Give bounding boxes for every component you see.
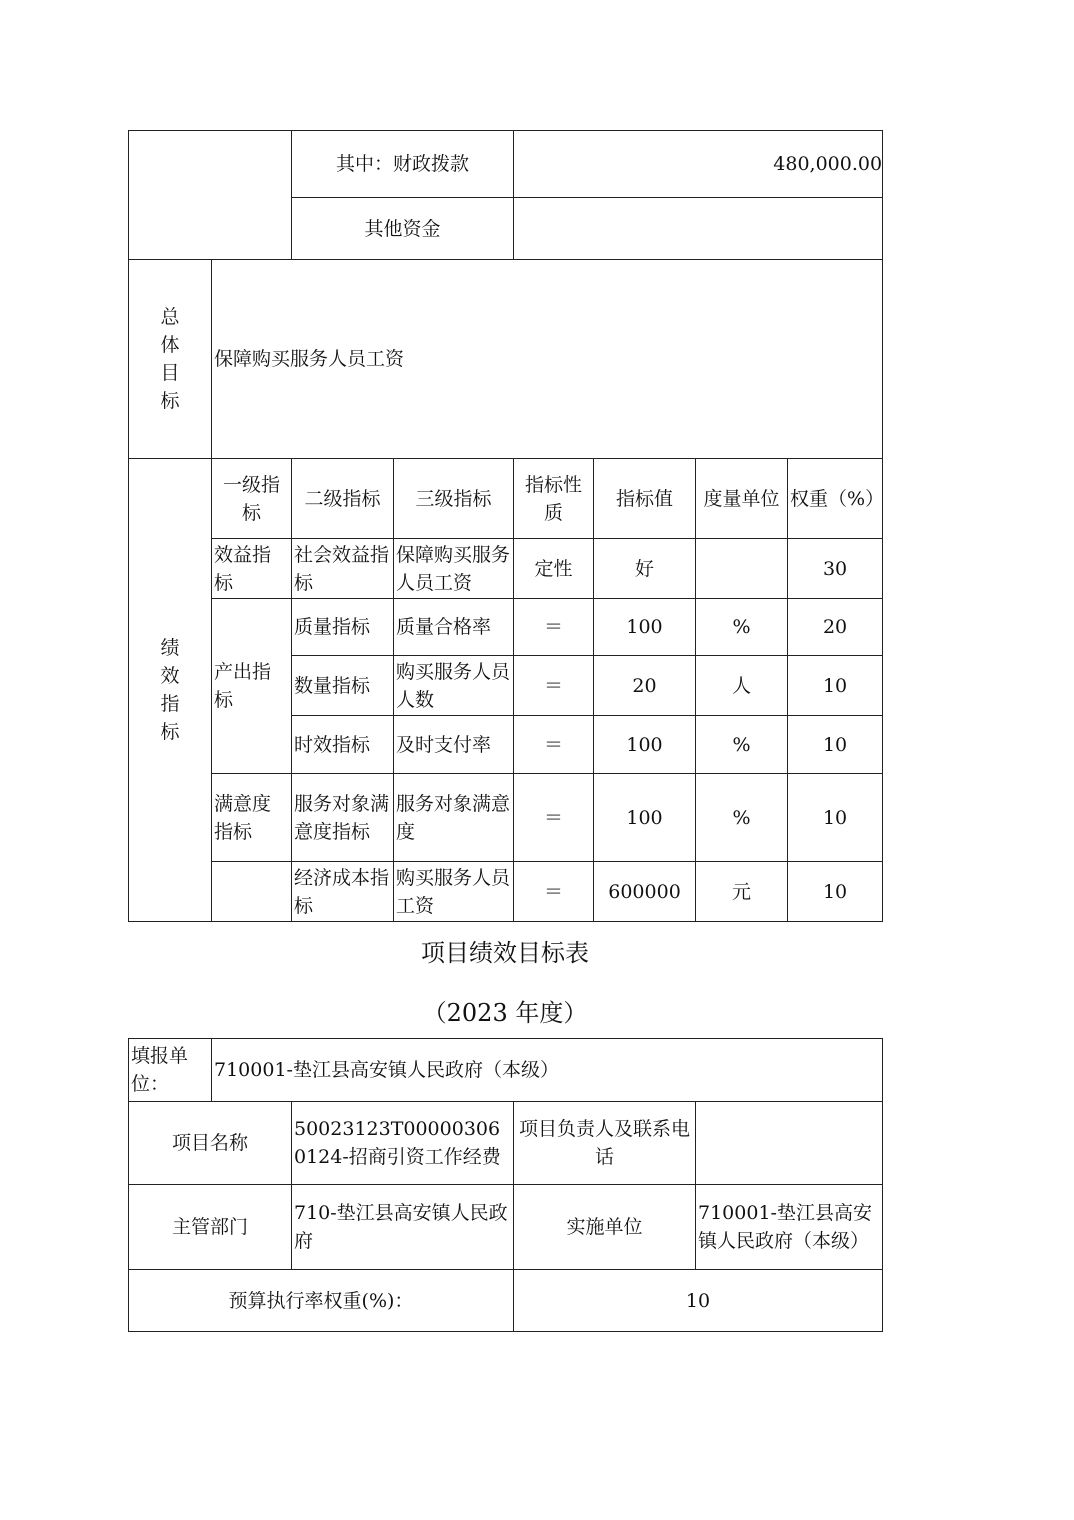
value-cell: 20 xyxy=(594,656,696,716)
l3-cell: 质量合格率 xyxy=(394,599,514,656)
table-row xyxy=(129,774,883,862)
l2-cell: 服务对象满意度指标 xyxy=(292,774,394,862)
l1-cell xyxy=(212,862,292,922)
budget-weight-label: 预算执行率权重(%)： xyxy=(129,1270,514,1332)
weight-cell: 30 xyxy=(788,539,883,599)
l1-cell: 产出指标 xyxy=(212,599,292,774)
other-funds-value xyxy=(514,198,883,260)
budget-weight-value: 10 xyxy=(514,1270,883,1332)
l1-cell: 满意度指标 xyxy=(212,774,292,862)
value-cell: 100 xyxy=(594,599,696,656)
nature-cell: ＝ xyxy=(514,862,594,922)
project-name-value: 50023123T000003060124-招商引资工作经费 xyxy=(292,1102,514,1185)
l3-cell: 购买服务人员人数 xyxy=(394,656,514,716)
l2-cell: 经济成本指标 xyxy=(292,862,394,922)
unit-cell: 元 xyxy=(696,862,788,922)
nature-cell: 定性 xyxy=(514,539,594,599)
reporting-unit-value: 710001-垫江县高安镇人民政府（本级） xyxy=(212,1039,883,1102)
l2-cell: 数量指标 xyxy=(292,656,394,716)
empty-cell xyxy=(129,131,292,260)
fiscal-label: 其中：财政拨款 xyxy=(292,131,514,198)
department-label: 主管部门 xyxy=(129,1185,292,1270)
l3-cell: 购买服务人员工资 xyxy=(394,862,514,922)
page-subtitle: （2023 年度） xyxy=(422,999,588,1027)
weight-cell: 10 xyxy=(788,774,883,862)
value-cell: 100 xyxy=(594,716,696,774)
header-nature: 指标性质 xyxy=(514,459,594,539)
table-row xyxy=(129,862,883,922)
header-unit: 度量单位 xyxy=(696,459,788,539)
unit-cell xyxy=(696,539,788,599)
table-row xyxy=(129,599,883,656)
l1-cell: 效益指标 xyxy=(212,539,292,599)
l2-cell: 时效指标 xyxy=(292,716,394,774)
l2-cell: 质量指标 xyxy=(292,599,394,656)
l3-cell: 保障购买服务人员工资 xyxy=(394,539,514,599)
weight-cell: 20 xyxy=(788,599,883,656)
header-weight: 权重（%） xyxy=(788,459,883,539)
performance-table xyxy=(128,130,883,922)
weight-cell: 10 xyxy=(788,862,883,922)
other-funds-label: 其他资金 xyxy=(292,198,514,260)
nature-cell: ＝ xyxy=(514,656,594,716)
l2-cell: 社会效益指标 xyxy=(292,539,394,599)
l3-cell: 及时支付率 xyxy=(394,716,514,774)
header-l1: 一级指标 xyxy=(212,459,292,539)
nature-cell: ＝ xyxy=(514,774,594,862)
weight-cell: 10 xyxy=(788,716,883,774)
department-value: 710-垫江县高安镇人民政府 xyxy=(292,1185,514,1270)
unit-cell: % xyxy=(696,774,788,862)
header-l3: 三级指标 xyxy=(394,459,514,539)
performance-indicators-label: 绩 效 指 标 xyxy=(129,459,212,922)
nature-cell: ＝ xyxy=(514,599,594,656)
unit-cell: 人 xyxy=(696,656,788,716)
nature-cell: ＝ xyxy=(514,716,594,774)
unit-cell: % xyxy=(696,716,788,774)
unit-cell: % xyxy=(696,599,788,656)
overall-goal-label: 总 体 目 标 xyxy=(129,260,212,459)
project-info-table xyxy=(128,1038,883,1332)
implementing-unit-label: 实施单位 xyxy=(514,1185,696,1270)
fiscal-value: 480,000.00 xyxy=(514,131,883,198)
contact-label: 项目负责人及联系电话 xyxy=(514,1102,696,1185)
l3-cell: 服务对象满意度 xyxy=(394,774,514,862)
overall-goal-text: 保障购买服务人员工资 xyxy=(212,260,883,459)
header-value: 指标值 xyxy=(594,459,696,539)
weight-cell: 10 xyxy=(788,656,883,716)
page-title: 项目绩效目标表 xyxy=(421,939,589,967)
table-row xyxy=(129,539,883,599)
reporting-unit-label: 填报单位： xyxy=(129,1039,212,1102)
value-cell: 好 xyxy=(594,539,696,599)
contact-value xyxy=(696,1102,883,1185)
header-l2: 二级指标 xyxy=(292,459,394,539)
value-cell: 600000 xyxy=(594,862,696,922)
value-cell: 100 xyxy=(594,774,696,862)
implementing-unit-value: 710001-垫江县高安镇人民政府（本级） xyxy=(696,1185,883,1270)
project-name-label: 项目名称 xyxy=(129,1102,292,1185)
